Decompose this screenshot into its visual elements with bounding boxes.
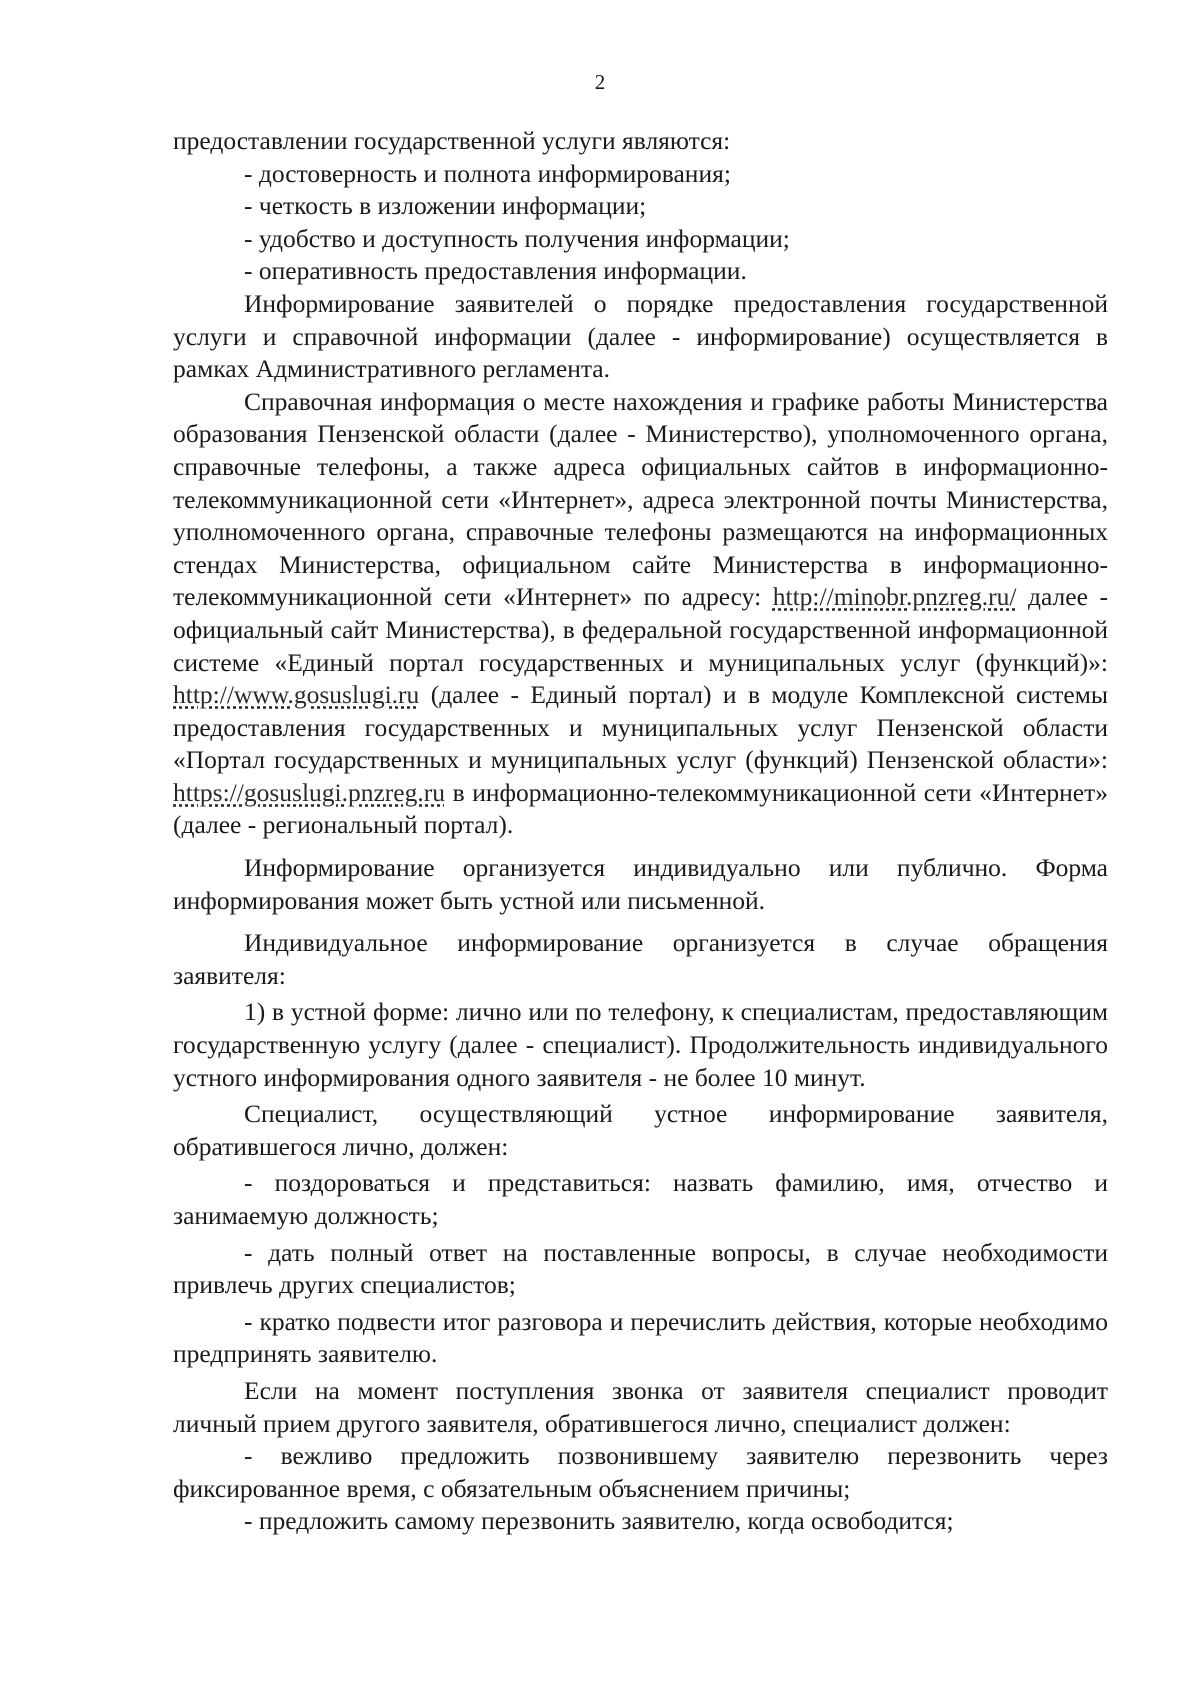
paragraph-informing: Информирование заявителей о порядке предоставления государственной услуги и справочной информации (далее - информирование) осуществляется в рамках Административного регламента. [173, 288, 1108, 384]
list-item: - вежливо предложить позвонившему заявителю перезвонить через фиксированное время, с обязательным объяснением причины; [173, 1441, 1108, 1503]
paragraph-reference-info [173, 386, 1108, 842]
text-segment: Справочная информация о месте нахождения и графике работы Министерства образования Пензенской области (далее - Министерство), уполномоченного органа, справочные телефоны, а также адреса официальных сайтов в информационно-телекоммуникационной сети «Интернет», адреса электронной почты Министерства, уполномоченного органа, справочные телефоны размещаются на информационных стендах Министерства, официальном сайте Министерства в информационно-телекоммуникационной сети «Интернет» по адресу: [173, 386, 1108, 612]
page-number: 2 [594, 70, 606, 94]
list-item: - дать полный ответ на поставленные вопросы, в случае необходимости привлечь других специалистов; [173, 1237, 1108, 1300]
paragraph-call: Если на момент поступления звонка от заявителя специалист проводит личный прием другого заявителя, обратившегося лично, специалист должен: [173, 1375, 1108, 1438]
list-item: - достоверность и полнота информирования; [244, 158, 731, 188]
paragraph-continuation: предоставлении государственной услуги являются: [173, 126, 731, 155]
list-item: - предложить самому перезвонить заявителю, когда освободится; [244, 1506, 954, 1536]
text-segment: (далее - Единый портал) и в модуле Комплексной системы предоставления государственных и муниципальных услуг Пензенской области «Портал государственных и муниципальных услуг (функций) Пензенской области»: [173, 680, 1108, 775]
list-item: - поздороваться и представиться: назвать фамилию, имя, отчество и занимаемую должность; [173, 1168, 1108, 1230]
text-segment: в информационно-телекоммуникационной сети «Интернет» (далее - региональный портал). [173, 777, 1108, 840]
link-regional-portal[interactable]: https://gosuslugi.pnzreg.ru [173, 777, 445, 807]
paragraph-forms: Информирование организуется индивидуально или публично. Форма информирования может быть устной или письменной. [173, 853, 1108, 915]
paragraph-specialist: Специалист, осуществляющий устное информирование заявителя, обратившегося лично, должен: [173, 1099, 1108, 1161]
list-item: - четкость в изложении информации; [244, 191, 647, 221]
link-gosuslugi[interactable]: http://www.gosuslugi.ru [173, 680, 420, 710]
text-segment: далее - официальный сайт Министерства), в федеральной государственной информационной системе «Единый портал государственных и муниципальных услуг (функций)»: [173, 582, 1108, 677]
paragraph-oral: 1) в устной форме: лично или по телефону, к специалистам, предоставляющим государственную услугу (далее - специалист). Продолжительность индивидуального устного информирования одного заявителя - не более 10 минут. [173, 997, 1108, 1092]
list-item: - оперативность предоставления информации. [244, 256, 747, 286]
list-item: - удобство и доступность получения информации; [244, 223, 790, 253]
link-minobr[interactable]: http://minobr.pnzreg.ru/ [772, 582, 1017, 612]
paragraph-individual: Индивидуальное информирование организуется в случае обращения заявителя: [173, 928, 1108, 990]
list-item: - кратко подвести итог разговора и перечислить действия, которые необходимо предпринять заявителю. [173, 1306, 1108, 1369]
document-body [173, 125, 1108, 1538]
